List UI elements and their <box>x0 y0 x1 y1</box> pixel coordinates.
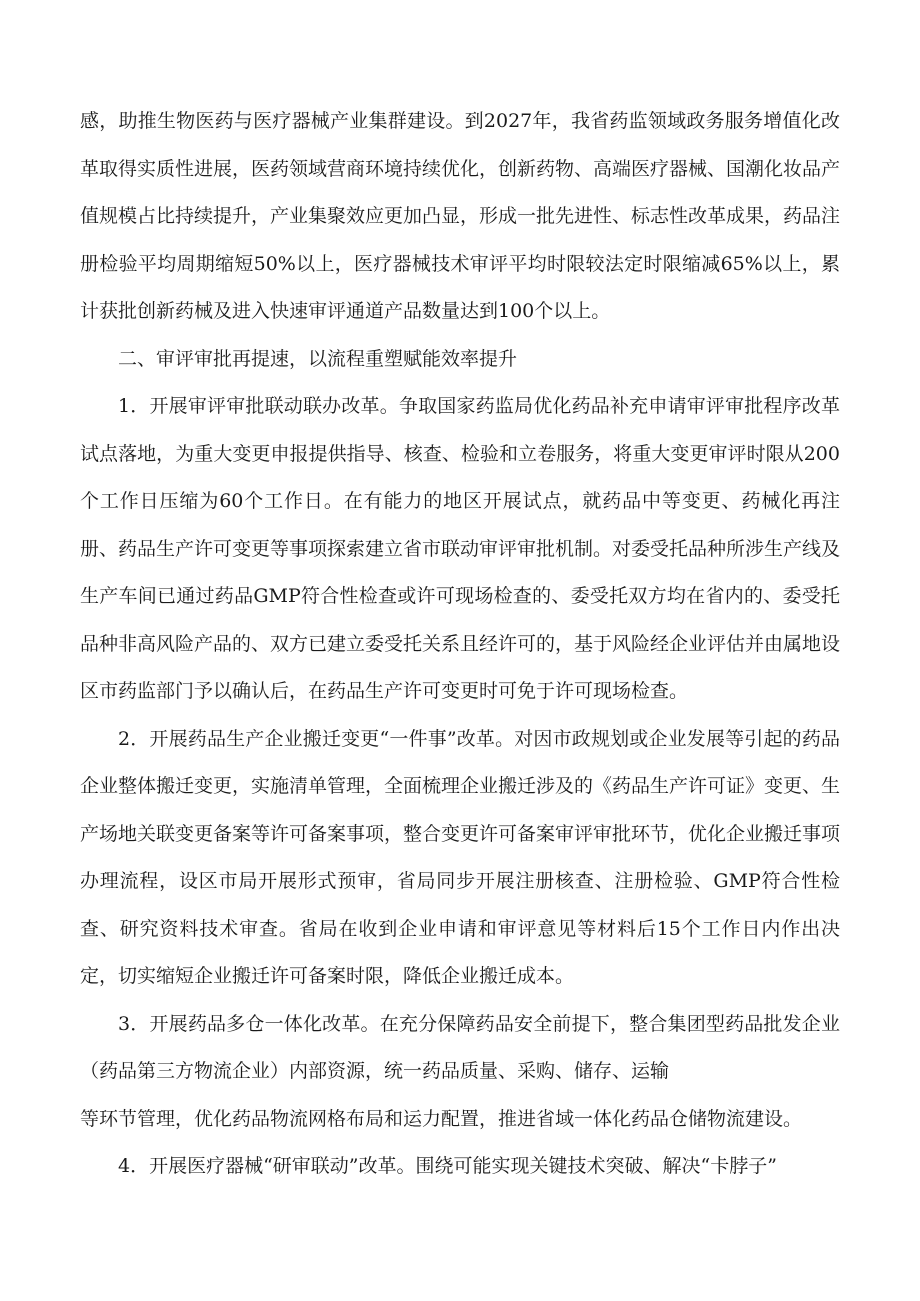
paragraph-item-4: 4．开展医疗器械“研审联动”改革。围绕可能实现关键技术突破、解决“卡脖子” <box>118 1155 777 1177</box>
section-heading-review-approval: 二、审评审批再提速，以流程重塑赋能效率提升 <box>118 347 518 370</box>
paragraph-goals-continuation: 感，助推生物医药与医疗器械产业集群建设。到2027年，我省药监领域政务服务增值化改革取得实质性进展，医药领域营商环境持续优化，创新药物、高端医疗器械、国潮化妆品产值规模占比持续提升，产业集聚效应更加凸显，形成一批先进性、标志性改革成果，药品注册检验平均周期缩短50%以上，医疗器械技术审评平均时限较法定时限缩减65%以上，累计获批创新药械及进入快速审评通道产品数量达到100个以上。 <box>80 110 841 322</box>
paragraph-item-2: 2．开展药品生产企业搬迁变更“一件事”改革。对因市政规划或企业发展等引起的药品企业整体搬迁变更，实施清单管理，全面梳理企业搬迁涉及的《药品生产许可证》变更、生产场地关联变更备案等许可备案事项，整合变更许可备案审评审批环节，优化企业搬迁事项办理流程，设区市局开展形式预审，省局同步开展注册核查、注册检验、GMP符合性检查、研究资料技术审查。省局在收到企业申请和审评意见等材料后15个工作日内作出决定，切实缩短企业搬迁许可备案时限，降低企业搬迁成本。 <box>80 727 841 987</box>
paragraph-item-3: 3．开展药品多仓一体化改革。在充分保障药品安全前提下，整合集团型药品批发企业（药品第三方物流企业）内部资源，统一药品质量、采购、储存、运输 <box>80 1012 840 1082</box>
paragraph-item-3-continuation: 等环节管理，优化药品物流网格布局和运力配置，推进省域一体化药品仓储物流建设。 <box>80 1107 803 1130</box>
paragraph-item-1: 1．开展审评审批联动联办改革。争取国家药监局优化药品补充申请审评审批程序改革试点落地，为重大变更申报提供指导、核查、检验和立卷服务，将重大变更审评时限从200个工作日压缩为60个工作日。在有能力的地区开展试点，就药品中等变更、药械化再注册、药品生产许可变更等事项探索建立省市联动审评审批机制。对委受托品种所涉生产线及生产车间已通过药品GMP符合性检查或许可现场检查的、委受托双方均在省内的、委受托品种非高风险产品的、双方已建立委受托关系且经许可的，基于风险经企业评估并由属地设区市药监部门予以确认后，在药品生产许可变更时可免于许可现场检查。 <box>80 395 841 702</box>
document-body <box>80 98 840 1191</box>
